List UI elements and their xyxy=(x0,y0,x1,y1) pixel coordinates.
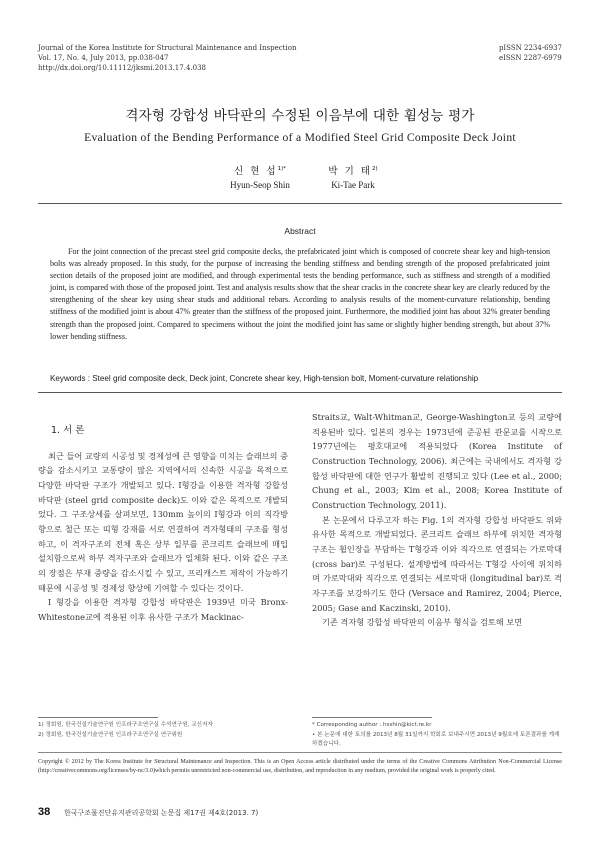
column-right xyxy=(312,410,562,630)
footer-journal-name: 한국구조물진단유지관리공학회 논문집 제17권 제4호(2013. 7) xyxy=(64,809,259,817)
author-2-affil: 2) xyxy=(371,165,378,172)
title-korean: 격자형 강합성 바닥판의 수정된 이음부에 대한 휨성능 평가 xyxy=(125,108,475,124)
title-english: Evaluation of the Bending Performance of a Modified Steel Grid Composite Deck Joint xyxy=(84,131,516,144)
author-1-affil: 1)* xyxy=(277,165,286,172)
eissn: eISSN 2287-6979 xyxy=(498,54,562,62)
footnote: 1) 정회원, 한국건설기술연구원 인프라구조연구실 수석연구원, 교신저자 xyxy=(38,722,213,728)
page-number: 38 xyxy=(38,806,51,818)
footnotes-right xyxy=(312,721,562,750)
author-1-name-en: Hyun-Seop Shin xyxy=(230,180,290,190)
discussion-note: • 본 논문에 대한 토의를 2013년 8월 31일까지 학회로 보내주시면 2013년 9월호에 토론결과를 게재하겠습니다. xyxy=(312,731,560,747)
corresponding-author: * Corresponding author : hsshin@kict.re.kr xyxy=(312,722,432,728)
journal-name: Journal of the Korea Institute for Structural Maintenance and Inspection xyxy=(38,44,297,52)
footnote: 2) 정회원, 한국건설기술연구원 인프라구조연구실 연구위원 xyxy=(38,731,183,738)
author-2-name-en: Ki-Tae Park xyxy=(331,180,375,190)
copyright-notice: Copyright © 2012 by The Korea Institute for Structural Maintenance and Inspection. This is an Open Access article distributed under the terms of the Creative Commons Attribution Non-Commercial License (http://creativecommons.org/licenses/by-nc/3.0)which permits unrestricted non-commercial use, distribution, and reproduction in any medium, provided the original work is properly cited. xyxy=(38,759,562,775)
abstract-heading: Abstract xyxy=(284,226,316,236)
body-paragraph: I 형강을 이용한 격자형 강합성 바닥판은 1939년 미국 Bronx-Whitestone교에 적용된 이후 유사한 구조가 Mackinac- xyxy=(38,597,288,622)
footnote-rule-left xyxy=(38,717,158,718)
column-left xyxy=(38,410,288,625)
journal-header-left xyxy=(38,43,296,73)
footnotes-left xyxy=(38,721,288,740)
body-paragraph: 최근 들어 교량의 시공성 및 경제성에 큰 영향을 미치는 슬래브의 중량을 감소시키고 교통량이 많은 지역에서의 신속한 시공을 목적으로 다양한 바닥판 구조가 개발되고 있다. I형강을 이용한 격자형 강합성 바닥판 (steel grid composite deck)도 이와 같은 목적으로 개발되었다. 그 구조상세를 살펴보면, 130mm 높이의 I형강과 이의 직각방향으로 철근 또는 띠형 강재를 서로 연결하여 격자형태의 구조를 형성하고, 이 격자구조의 전체 혹은 상부 일부를 콘크리트 슬래브에 매입 설치함으로써 하부 격자구조와 슬래브가 일체화 된다. 이와 같은 구조의 장점은 부재 중량을 감소시킬 수 있고, 프리캐스트 제작이 가능하기 때문에 시공성 및 경제성 향상에 기여할 수 있다는 것이다. xyxy=(38,450,288,593)
keywords: Keywords : Steel grid composite deck, Deck joint, Concrete shear key, High-tension bolt, Moment-curvature relationship xyxy=(50,374,479,383)
divider-middle xyxy=(38,392,562,393)
divider-bottom xyxy=(38,752,562,753)
author-2-name-ko: 박 기 태 xyxy=(328,166,372,177)
author-2 xyxy=(283,163,423,190)
pissn: pISSN 2234-6937 xyxy=(498,44,562,52)
divider-top xyxy=(38,203,562,204)
body-paragraph: 기존 격자형 강합성 바닥판의 이음부 형식을 검토해 보면 xyxy=(322,617,523,628)
section-heading: 1. 서 론 xyxy=(51,425,85,436)
journal-doi[interactable]: http://dx.doi.org/10.11112/jksmi.2013.17.4.038 xyxy=(38,64,206,72)
body-paragraph: 본 논문에서 다루고자 하는 Fig. 1의 격자형 강합성 바닥판도 위와 유사한 목적으로 개발되었다. 콘크리트 슬래브 하부에 위치한 격자형 구조는 휨인장을 부담하는 T형강과 이와 직각으로 연결되는 가로막대 (cross bar)로 구성된다. 설계방법에 따라서는 T형강 사이에 위치하며 가로막대와 직각으로 연결되는 세로막대 (longitudinal bar)로 격자구조를 보강하기도 한다 (Versace and Ramirez, 2004; Pierce, 2005; Gase and Kaczinski, 2010). xyxy=(312,514,562,613)
author-1-name-ko: 신 현 섭 xyxy=(234,166,278,177)
footnote-rule-right xyxy=(312,717,432,718)
body-paragraph: Straits교, Walt-Whitman교, George-Washington교 등의 교량에 적용된바 있다. 일본의 경우는 1973년에 준공된 관문교를 시작으로 1977년에는 평호대교에 적용되었다 (Korea Institute of Construction Technology, 2006). 최근에는 국내에서도 격자형 강합성 바닥판에 대한 연구가 활발히 진행되고 있다 (Lee et al., 2000; Chung et al., 2003; Kim et al., 2008; Korea Institute of Construction Technology, 2011). xyxy=(312,412,562,510)
page-footer xyxy=(38,806,562,820)
abstract-text: For the joint connection of the precast steel grid composite decks, the prefabricated joint which is composed of concrete shear key and high-tension bolts was already proposed. In this study, for the purpose of increasing the bending stiffness and bending strength of the proposed prefabricated joint section details of the proposed joint are modified, and through experimental tests the bending performance, such as stiffness and strength of a modified joint, is compared with those of the proposed joint. Test and analysis results show that the shear cracks in the concrete shear key are clearly reduced by the strengthening of the shear key using shear studs and additional rebars. According to analysis results of the moment-curvature relationship, bending stiffness of the modified joint is about 47% greater than the stiffness of the proposed joint. Furthermore, the modified joint has about 32% greater bending strength than the proposed joint. Compared to specimens without the joint the modified joint has same or slightly higher bending strength, but about 37% lower bending stiffness. xyxy=(50,247,550,341)
journal-volume: Vol. 17, No. 4, July 2013, pp.038-047 xyxy=(38,54,169,62)
journal-header-right xyxy=(499,43,562,63)
